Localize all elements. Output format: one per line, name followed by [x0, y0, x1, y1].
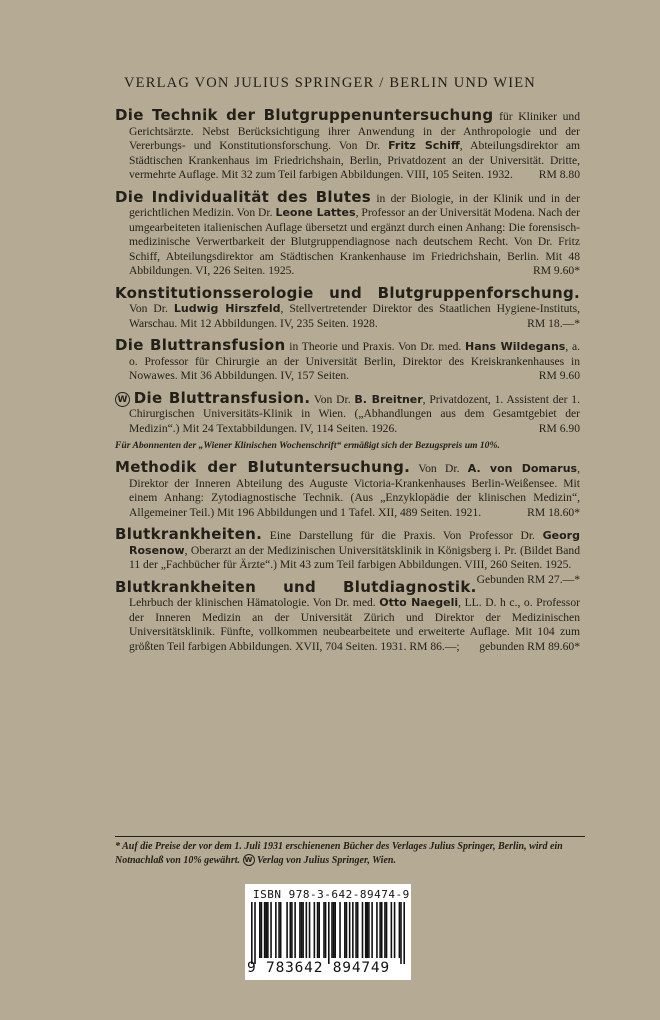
book-description-pre: in Theorie und Praxis. Von Dr. med.	[285, 340, 465, 353]
barcode-bar	[317, 902, 319, 958]
book-description-post: , LL. D. h c., o. Professor der Inneren Medizin an der Universität Zürich und Direktor der Medizinischen Universitätsklinik. Fünfte, vollkommen neubearbeitete und erweiterte Auflage. Mit 104 zum größten Teil farbigen Abbildungen. XVII, 704 Seiten. 1931. RM 86.—;	[129, 596, 580, 653]
barcode-bar	[299, 902, 301, 958]
barcode-bar	[381, 902, 383, 958]
barcode-bar	[379, 902, 381, 958]
barcode-bar	[352, 902, 354, 958]
book-price: Gebunden RM 27.—*	[476, 572, 580, 586]
book-entry	[115, 283, 580, 332]
book-title: Blutkrankheiten und Blutdiagnostik.	[115, 577, 477, 596]
book-title: Die Bluttransfusion	[115, 336, 286, 354]
barcode-bar	[325, 902, 327, 958]
book-entry	[115, 108, 580, 183]
book-list	[115, 108, 580, 661]
barcode-bar	[309, 902, 311, 958]
barcode-bars	[251, 902, 405, 964]
book-price: RM 8.80	[538, 168, 580, 181]
book-price: gebunden RM 89.60*	[479, 639, 580, 653]
book-entry	[115, 525, 580, 586]
barcode-bar	[355, 902, 357, 958]
barcode-bar	[254, 902, 256, 964]
barcode-bar	[259, 902, 261, 958]
barcode-bar	[357, 902, 359, 958]
barcode-bar	[261, 902, 263, 958]
barcode-bar	[318, 902, 320, 958]
barcode-bar	[323, 902, 325, 958]
book-title: Methodik der Blutuntersuchung.	[115, 458, 411, 477]
book-price: RM 9.60	[538, 369, 580, 382]
footnote-text: * Auf die Preise der vor dem 1. Juli 1931 erschienenen Bücher des Verlages Julius Springer, Berlin, wird ein Notnachlaß von 10% gewährt.	[115, 841, 563, 866]
barcode-bar	[270, 902, 272, 958]
publisher-header: VERLAG VON JULIUS SPRINGER / BERLIN UND WIEN	[124, 75, 536, 91]
book-description-pre: für Kliniker und Gerichtsärzte. Nebst Berücksichtigung ihrer Anwendung in der Anthropologie und der Vererbungs- und Konstitutionsforschung. Von Dr.	[129, 110, 580, 152]
barcode-bar	[280, 902, 282, 958]
book-author: A. von Domarus	[467, 462, 578, 476]
isbn-label: ISBN 978-3-642-89474-9	[253, 888, 410, 901]
barcode-bar	[333, 902, 335, 958]
barcode-bar	[301, 902, 303, 958]
barcode-bar	[391, 902, 393, 958]
book-price: RM 6.90	[538, 421, 580, 435]
barcode-bar	[302, 902, 304, 958]
book-author: B. Breitner	[354, 392, 423, 406]
book-price: RM 9.60*	[532, 264, 580, 277]
barcode-bar	[386, 902, 388, 958]
barcode-bar	[349, 902, 351, 958]
barcode-bar	[399, 902, 401, 958]
barcode-bar	[339, 902, 341, 958]
book-author: Fritz Schiff	[388, 139, 460, 152]
book-title: Die Bluttransfusion.	[133, 388, 311, 407]
barcode-bar	[403, 902, 405, 964]
barcode-bar	[376, 902, 378, 958]
book-description-pre: Von Dr.	[310, 392, 355, 406]
book-description-post: , a. o. Professor für Chirurgie an der Universität Berlin, Direktor des Kreiskrankenhauses in Nowawes. Mit 36 Abbildungen. IV, 157 Seiten.	[129, 340, 581, 382]
barcode-bar	[275, 902, 277, 958]
wien-publisher-icon: W	[243, 854, 255, 866]
book-title: Die Technik der Blutgruppenuntersuchung	[115, 106, 494, 124]
barcode-bar	[251, 902, 253, 964]
book-author: Ludwig Hirszfeld	[173, 302, 281, 315]
barcode-bar	[291, 902, 293, 958]
book-description-post: , Stellvertretender Direktor des Staatlichen Hygiene-Instituts, Warschau. Mit 12 Abbildungen. IV, 235 Seiten. 1928.	[129, 302, 580, 330]
barcode-bar	[265, 902, 267, 958]
barcode-bar	[331, 902, 333, 958]
price-footnote	[115, 836, 585, 867]
isbn-barcode	[245, 884, 411, 980]
book-author: Georg Rosenow	[129, 529, 580, 557]
wien-publisher-icon: W	[115, 392, 130, 407]
barcode-bar	[306, 902, 308, 958]
book-description-post: , Abteilungsdirektor am Städtischen Krankenhaus im Friedrichshain, Berlin, Privatdozent an der Universität. Dritte, vermehrte Auflage. Mit 32 zum Teil farbigen Abbildungen. VIII, 105 Seiten. 1932.	[129, 139, 581, 181]
barcode-bar	[362, 902, 364, 958]
barcode-bar	[365, 902, 367, 958]
book-entry	[115, 388, 580, 437]
barcode-bar	[334, 902, 336, 958]
book-price: RM 18.—*	[527, 316, 580, 330]
barcode-digits: 9 783642 894749	[247, 960, 390, 976]
barcode-bar	[286, 902, 288, 958]
book-description-post: , Professor an der Universität Modena. Nach der umgearbeiteten italienischen Auflage übersetzt und ergänzt durch einen Anhang: Die forensisch-medizinische Verwertbarkeit der Blutgruppendiagnose nach deutschem Recht. Von Dr. Fritz Schiff, Abteilungsdirektor am Städtischen Krankenhause im Friedrichshain, Berlin. Mit 48 Abbildungen. VI, 226 Seiten. 1925.	[129, 206, 581, 277]
barcode-bar	[346, 902, 348, 958]
barcode-bar	[314, 902, 316, 958]
barcode-bar	[278, 902, 280, 958]
subscriber-note: Für Abonnenten der „Wiener Klinischen Wochenschrift“ ermäßigt sich der Bezugspreis um 10%.	[115, 440, 500, 452]
barcode-bar	[371, 902, 373, 958]
book-entry	[115, 460, 580, 520]
barcode-bar	[328, 902, 330, 964]
barcode-bar	[294, 902, 296, 958]
book-description-post: , Privatdozent, 1. Assistent der 1. Chirurgischen Universitäts-Klinik in Wien. („Abhandlungen aus dem Gesamtgebiet der Medizin“.) Mit 24 Textabbildungen. IV, 114 Seiten. 1926.	[129, 392, 580, 435]
book-author: Otto Naegeli	[379, 596, 459, 610]
barcode-bar	[384, 902, 386, 958]
book-entry	[115, 338, 580, 384]
book-description-post: , Direktor der Inneren Abteilung des Auguste Victoria-Krankenhauses Berlin-Weißensee. Mit einem Anhang: Zytodiagnostische Technik. (Aus „Enzyklopädie der klinischen Medizin“, Allgemeiner Teil.) Mit 196 Abbildungen und 1 Tafel. XII, 489 Seiten. 1921.	[129, 462, 580, 519]
book-description-pre: Eine Darstellung für die Praxis. Von Professor Dr.	[262, 529, 543, 543]
book-title: Konstitutionsserologie und Blutgruppenforschung.	[115, 283, 580, 302]
book-description-post: , Oberarzt an der Medizinischen Universitätsklinik in Königsberg i. Pr. (Bildet Band 11 der „Fachbücher für Ärzte“.) Mit 43 zum Teil farbigen Abbildungen. VIII, 260 Seiten. 1925.	[129, 543, 580, 572]
book-author: Hans Wildegans	[465, 340, 566, 353]
book-description-pre: Lehrbuch der klinischen Hämatologie. Von Dr. med.	[129, 596, 380, 610]
barcode-bar	[400, 902, 402, 964]
barcode-bar	[394, 902, 396, 958]
book-description-pre: Von Dr.	[410, 462, 468, 476]
book-entry	[115, 187, 581, 279]
book-price: RM 18.60*	[527, 505, 580, 519]
barcode-bar	[344, 902, 346, 958]
book-author: Leone Lattes	[275, 206, 356, 219]
barcode-bar	[267, 902, 269, 958]
barcode-bar	[264, 902, 266, 958]
book-title: Blutkrankheiten.	[115, 525, 263, 544]
book-description-pre: Von Dr.	[129, 302, 174, 315]
barcode-bar	[368, 902, 370, 958]
book-title: Die Individualität des Blutes	[115, 187, 372, 206]
barcode-bar	[290, 902, 292, 958]
book-description-pre: in der Biologie, in der Klinik und in der gerichtlichen Medizin. Von Dr.	[129, 191, 580, 219]
barcode-bar	[367, 902, 369, 958]
footnote-wien: Verlag von Julius Springer, Wien.	[257, 854, 396, 866]
